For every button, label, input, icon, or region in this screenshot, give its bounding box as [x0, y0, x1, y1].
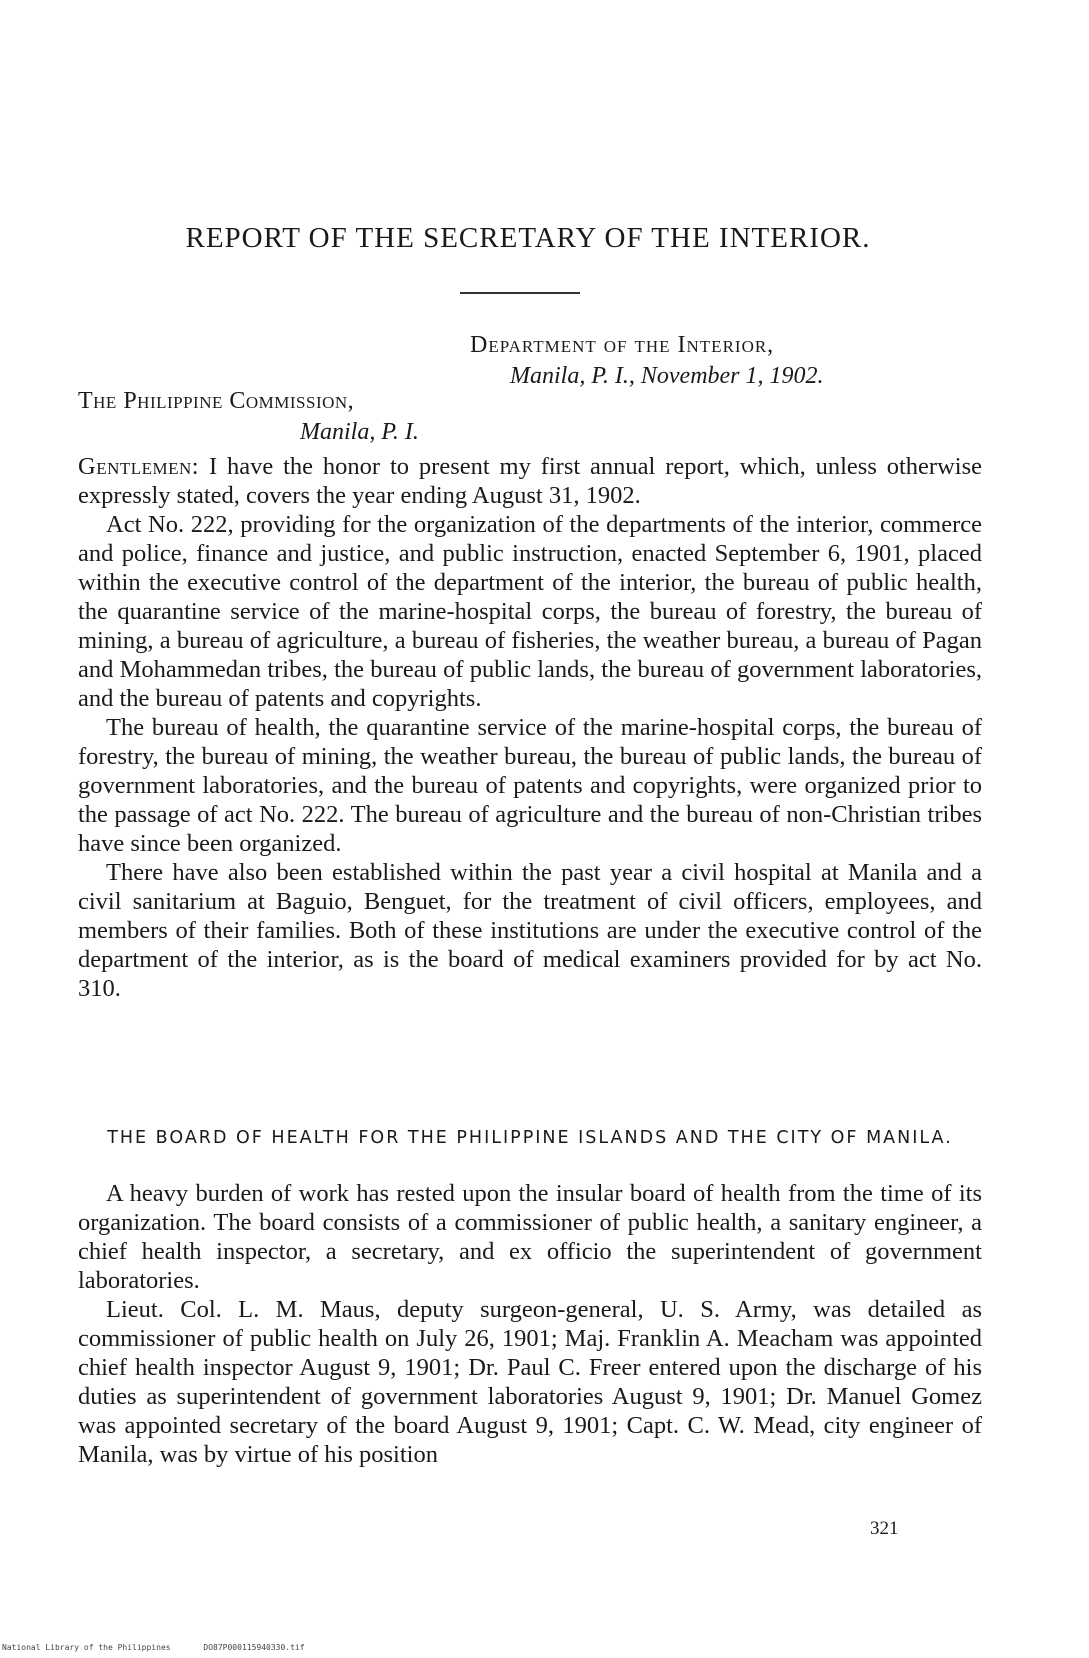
board-of-health-section — [78, 1127, 982, 1469]
department-name: Department of the Interior, — [470, 332, 775, 358]
paragraph-salutation — [78, 452, 982, 510]
library-credit: National Library of the Philippines — [2, 1643, 171, 1652]
addressee-name: The Philippine Commission, — [78, 388, 355, 414]
section-heading: THE BOARD OF HEALTH FOR THE PHILIPPINE ISLANDS AND THE CITY OF MANILA. — [107, 1128, 953, 1148]
paragraph-text: I have the honor to present my first annual report, which, unless otherwise expressly stated, covers the year ending August 31, 1902. — [78, 453, 982, 509]
report-title: REPORT OF THE SECRETARY OF THE INTERIOR. — [185, 222, 871, 254]
paragraph-appointments: Lieut. Col. L. M. Maus, deputy surgeon-general, U. S. Army, was detailed as commissioner of public health on July 26, 1901; Maj. Franklin A. Meacham was appointed chief health inspector August 9, 1901; Dr. Paul C. Freer entered upon the discharge of his duties as superintendent of government laboratories August 9, 1901; Dr. Manuel Gomez was appointed secretary of the board August 9, 1901; Capt. C. W. Mead, city engineer of Manila, was by virtue of his position — [78, 1296, 982, 1468]
department-heading — [470, 330, 824, 392]
salutation: Gentlemen: — [78, 453, 200, 480]
paragraph-board-burden: A heavy burden of work has rested upon the insular board of health from the time of its organization. The board consists of a commissioner of public health, a sanitary engineer, a chief health inspector, a secretary, and ex officio the superintendent of government laboratories. — [78, 1180, 982, 1294]
paragraph-bureaus-organized: The bureau of health, the quarantine service of the marine-hospital corps, the bureau of forestry, the bureau of mining, the weather bureau, the bureau of public lands, the bureau of government laboratories, and the bureau of patents and copyrights, were organized prior to the passage of act No. 222. The bureau of agriculture and the bureau of non-Christian tribes have since been organized. — [78, 714, 982, 857]
scan-footer — [2, 1643, 333, 1652]
paragraph-hospital: There have also been established within the past year a civil hospital at Manila and a civil sanitarium at Baguio, Benguet, for the treatment of civil officers, employees, and members of their families. Both of these institutions are under the executive control of the department of the interior, as is the board of medical examiners provided for by act No. 310. — [78, 859, 982, 1002]
file-id: DO87P000115940330.tif — [203, 1643, 305, 1652]
addressee-place: Manila, P. I. — [300, 419, 419, 445]
paragraph-act-222: Act No. 222, providing for the organization of the departments of the interior, commerce and police, finance and justice, and public instruction, enacted September 6, 1901, placed within the executive control of the department of the interior, the bureau of public health, the quarantine service of the marine-hospital corps, the bureau of forestry, the bureau of mining, a bureau of agriculture, a bureau of fisheries, the weather bureau, a bureau of Pagan and Mohammedan tribes, the bureau of public lands, the bureau of government laboratories, and the bureau of patents and copyrights. — [78, 511, 982, 712]
addressee-block — [78, 386, 419, 448]
department-place-date: Manila, P. I., November 1, 1902. — [510, 363, 824, 389]
report-body — [78, 452, 982, 1003]
title-divider — [460, 292, 580, 294]
page-number: 321 — [870, 1518, 899, 1539]
section-body — [78, 1179, 982, 1469]
